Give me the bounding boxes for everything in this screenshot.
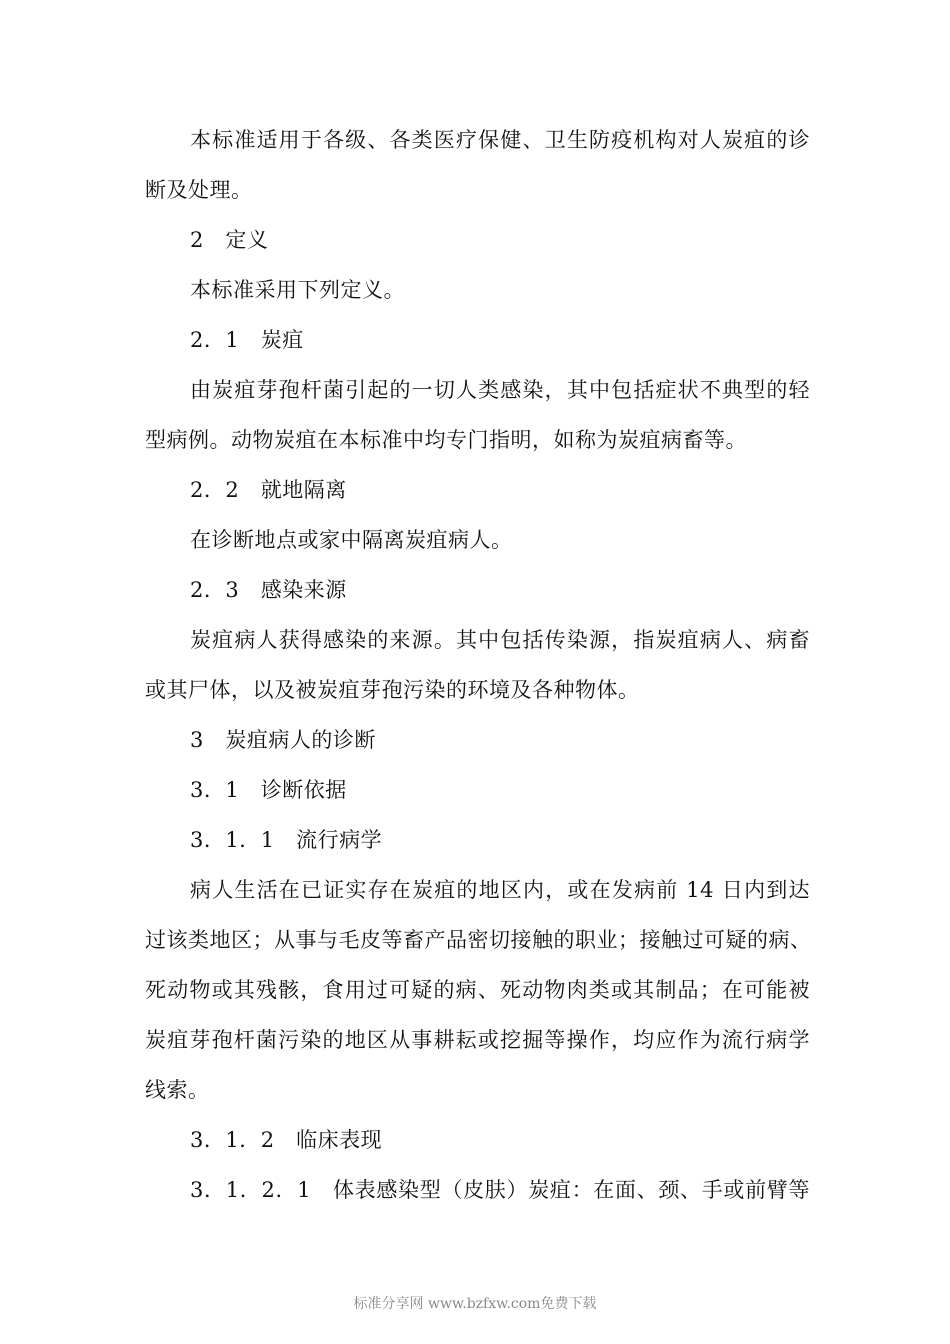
paragraph-line: 本标准适用于各级、各类医疗保健、卫生防疫机构对人炭疽的诊	[190, 128, 810, 152]
section-heading: 2．1 炭疽	[190, 328, 304, 352]
section-heading: 3．1．2 临床表现	[190, 1128, 383, 1152]
section-heading: 3．1 诊断依据	[190, 778, 347, 802]
paragraph-line: 病人生活在已证实存在炭疽的地区内，或在发病前 14 日内到达	[190, 878, 810, 902]
paragraph-line: 线索。	[145, 1078, 210, 1102]
paragraph-line: 在诊断地点或家中隔离炭疽病人。	[190, 528, 513, 552]
section-heading: 2 定义	[190, 228, 269, 252]
section-heading: 3．1．1 流行病学	[190, 828, 383, 852]
paragraph-line: 本标准采用下列定义。	[190, 278, 405, 302]
paragraph-line: 由炭疽芽孢杆菌引起的一切人类感染，其中包括症状不典型的轻	[190, 378, 810, 402]
section-heading: 3 炭疽病人的诊断	[190, 728, 376, 752]
paragraph-line: 3．1．2．1 体表感染型（皮肤）炭疽：在面、颈、手或前臂等	[190, 1178, 810, 1202]
footer-watermark: 标准分享网 www.bzfxw.com免费下载	[353, 1296, 597, 1312]
section-heading: 2．2 就地隔离	[190, 478, 347, 502]
paragraph-line: 过该类地区；从事与毛皮等畜产品密切接触的职业；接触过可疑的病、	[145, 928, 812, 952]
paragraph-line: 炭疽病人获得感染的来源。其中包括传染源，指炭疽病人、病畜	[190, 628, 810, 652]
paragraph-line: 死动物或其残骸，食用过可疑的病、死动物肉类或其制品；在可能被	[145, 978, 810, 1002]
section-heading: 2．3 感染来源	[190, 578, 347, 602]
paragraph-line: 型病例。动物炭疽在本标准中均专门指明，如称为炭疽病畜等。	[145, 428, 747, 452]
paragraph-line: 断及处理。	[145, 178, 253, 202]
paragraph-line: 炭疽芽孢杆菌污染的地区从事耕耘或挖掘等操作，均应作为流行病学	[145, 1028, 810, 1052]
paragraph-line: 或其尸体，以及被炭疽芽孢污染的环境及各种物体。	[145, 678, 640, 702]
